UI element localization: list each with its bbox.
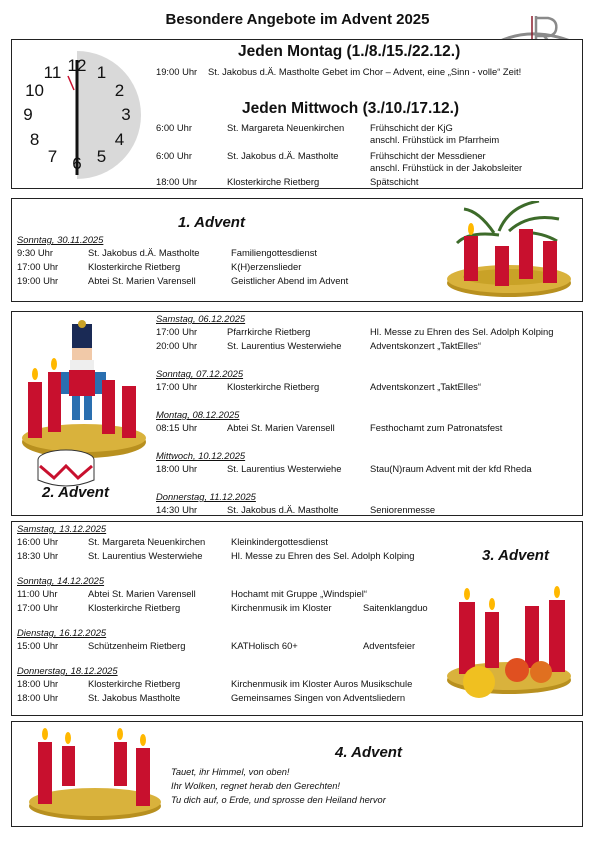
advent4-quote bbox=[171, 765, 386, 807]
event-desc: Hl. Messe zu Ehren des Sel. Adolph Kolping bbox=[370, 326, 554, 337]
event-time: 18:00 Uhr bbox=[156, 463, 198, 474]
day-date: Montag, 08.12.2025 bbox=[156, 409, 240, 420]
page-title: Besondere Angebote im Advent 2025 bbox=[165, 11, 430, 28]
day-date: Samstag, 13.12.2025 bbox=[17, 523, 107, 534]
event-extra: Adventsfeier bbox=[363, 640, 416, 651]
clock-number: 11 bbox=[43, 62, 62, 82]
event-desc: Adventskonzert „TaktElles“ bbox=[370, 340, 481, 351]
event-place: Pfarrkirche Rietberg bbox=[227, 326, 311, 337]
weekly-box bbox=[11, 39, 583, 189]
day-date: Donnerstag, 11.12.2025 bbox=[156, 491, 256, 502]
advent1-box bbox=[11, 198, 583, 302]
day-date: Samstag, 06.12.2025 bbox=[156, 313, 246, 324]
clock-number: 3 bbox=[121, 105, 131, 124]
clock-number: 8 bbox=[29, 129, 40, 149]
event-place: Klosterkirche Rietberg bbox=[227, 381, 320, 392]
event-desc: Gemeinsames Singen von Adventsliedern bbox=[231, 692, 406, 703]
event-place: St. Jakobus d.Ä. Mastholte bbox=[88, 247, 200, 258]
event-time: 18:30 Uhr bbox=[17, 550, 59, 561]
event-time: 17:00 Uhr bbox=[17, 602, 59, 613]
event-place: Abtei St. Marien Varensell bbox=[88, 275, 196, 286]
event-time: 18:00 Uhr bbox=[17, 678, 59, 689]
event-time: 15:00 Uhr bbox=[17, 640, 59, 651]
event-time: 17:00 Uhr bbox=[156, 326, 198, 337]
event-place: Klosterkirche Rietberg bbox=[88, 602, 181, 613]
event-place: St. Jakobus Mastholte bbox=[88, 692, 181, 703]
clock-number: 5 bbox=[96, 147, 107, 167]
event-desc: Kirchenmusik im Kloster Auros Musikschule bbox=[231, 678, 413, 689]
event-desc: Hochamt mit Gruppe „Windspiel“ bbox=[231, 588, 367, 599]
nutcracker-wreath-icon bbox=[14, 320, 154, 490]
event-time: 11:00 Uhr bbox=[17, 588, 58, 599]
advent1-heading: 1. Advent bbox=[178, 214, 245, 231]
event-place: St. Margareta Neuenkirchen bbox=[227, 122, 345, 133]
event-place: St. Laurentius Westerwiehe bbox=[88, 550, 203, 561]
day-date: Mittwoch, 10.12.2025 bbox=[156, 450, 246, 461]
day-date: Dienstag, 16.12.2025 bbox=[17, 627, 107, 638]
advent2-heading: 2. Advent bbox=[42, 484, 109, 501]
event-desc: Spätschicht bbox=[370, 176, 419, 187]
advent4-heading: 4. Advent bbox=[335, 744, 402, 761]
event-time: 18:00 Uhr bbox=[156, 176, 198, 187]
day-date: Sonntag, 07.12.2025 bbox=[156, 368, 244, 379]
event-desc: Stau(N)raum Advent mit der kfd Rheda bbox=[370, 463, 532, 474]
event-place: Klosterkirche Rietberg bbox=[88, 678, 181, 689]
clock-number: 4 bbox=[114, 129, 125, 149]
event-place: St. Jakobus d.Ä. Mastholte bbox=[227, 150, 339, 161]
event-time: 6:00 Uhr bbox=[156, 122, 192, 133]
event-place: St. Jakobus d.Ä. Mastholte bbox=[227, 504, 339, 515]
event-desc: KATHolisch 60+ bbox=[231, 640, 298, 651]
event-place: Klosterkirche Rietberg bbox=[88, 261, 181, 272]
advent4-box bbox=[11, 721, 583, 827]
event-time: 19:00 Uhr bbox=[156, 66, 198, 77]
advent-wreath-4-icon bbox=[20, 726, 170, 824]
clock-number: 10 bbox=[25, 80, 45, 100]
event-extra: Saitenklangduo bbox=[363, 602, 428, 613]
event-place: St. Laurentius Westerwiehe bbox=[227, 340, 342, 351]
advent3-box bbox=[11, 521, 583, 716]
event-desc: K(H)erzenslieder bbox=[231, 261, 302, 272]
event-time: 14:30 Uhr bbox=[156, 504, 198, 515]
event-place: Schützenheim Rietberg bbox=[88, 640, 186, 651]
wednesday-heading: Jeden Mittwoch (3./10./17.12.) bbox=[242, 100, 460, 117]
day-date: Donnerstag, 18.12.2025 bbox=[17, 665, 118, 676]
event-text: St. Jakobus d.Ä. Mastholte Gebet im Chor – Advent, eine „Sinn - volle“ Zeit! bbox=[208, 66, 522, 77]
advent-wreath-1-icon bbox=[439, 201, 579, 301]
clock-number: 9 bbox=[23, 105, 33, 124]
event-place: St. Laurentius Westerwiehe bbox=[227, 463, 342, 474]
advent3-heading: 3. Advent bbox=[482, 547, 549, 564]
event-time: 19:00 Uhr bbox=[17, 275, 59, 286]
clock-number: 12 bbox=[67, 56, 87, 75]
day-date: Sonntag, 30.11.2025 bbox=[17, 234, 104, 245]
event-time: 18:00 Uhr bbox=[17, 692, 59, 703]
event-time: 20:00 Uhr bbox=[156, 340, 198, 351]
advent-wreath-3-icon bbox=[439, 572, 579, 702]
event-desc2: anschl. Frühstück im Pfarrheim bbox=[370, 134, 500, 145]
event-desc: Kirchenmusik im Kloster bbox=[231, 602, 332, 613]
quote-line: Tu dich auf, o Erde, und sprosse den Heiland hervor bbox=[171, 795, 386, 805]
event-desc: Seniorenmesse bbox=[370, 504, 436, 515]
clock-number: 7 bbox=[47, 147, 58, 167]
clock-number: 2 bbox=[114, 80, 125, 100]
event-place: Abtei St. Marien Varensell bbox=[88, 588, 196, 599]
event-time: 16:00 Uhr bbox=[17, 536, 59, 547]
event-desc: Festhochamt zum Patronatsfest bbox=[370, 422, 503, 433]
event-desc: Frühschicht der Messdiener bbox=[370, 150, 486, 161]
event-time: 6:00 Uhr bbox=[156, 150, 192, 161]
event-time: 17:00 Uhr bbox=[17, 261, 59, 272]
event-desc: Hl. Messe zu Ehren des Sel. Adolph Kolping bbox=[231, 550, 415, 561]
event-time: 17:00 Uhr bbox=[156, 381, 198, 392]
event-place: Abtei St. Marien Varensell bbox=[227, 422, 335, 433]
event-time: 08:15 Uhr bbox=[156, 422, 198, 433]
clock-number: 1 bbox=[96, 62, 107, 82]
event-desc: Familiengottesdienst bbox=[231, 247, 317, 258]
event-desc: Adventskonzert „TaktElles“ bbox=[370, 381, 481, 392]
day-date: Sonntag, 14.12.2025 bbox=[17, 575, 105, 586]
event-desc: Frühschicht der KjG bbox=[370, 122, 453, 133]
event-time: 9:30 Uhr bbox=[17, 247, 53, 258]
clock-number: 6 bbox=[72, 154, 82, 173]
quote-line: Ihr Wolken, regnet herab den Gerechten! bbox=[171, 781, 340, 791]
event-desc: Kleinkindergottesdienst bbox=[231, 536, 328, 547]
advent2-box bbox=[11, 311, 583, 516]
event-place: Klosterkirche Rietberg bbox=[227, 176, 320, 187]
event-desc: Geistlicher Abend im Advent bbox=[231, 275, 349, 286]
event-desc2: anschl. Frühstück in der Jakobsleiter bbox=[370, 162, 523, 173]
event-place: St. Margareta Neuenkirchen bbox=[88, 536, 206, 547]
quote-line: Tauet, ihr Himmel, von oben! bbox=[171, 767, 290, 777]
monday-heading: Jeden Montag (1./8./15./22.12.) bbox=[238, 43, 461, 60]
